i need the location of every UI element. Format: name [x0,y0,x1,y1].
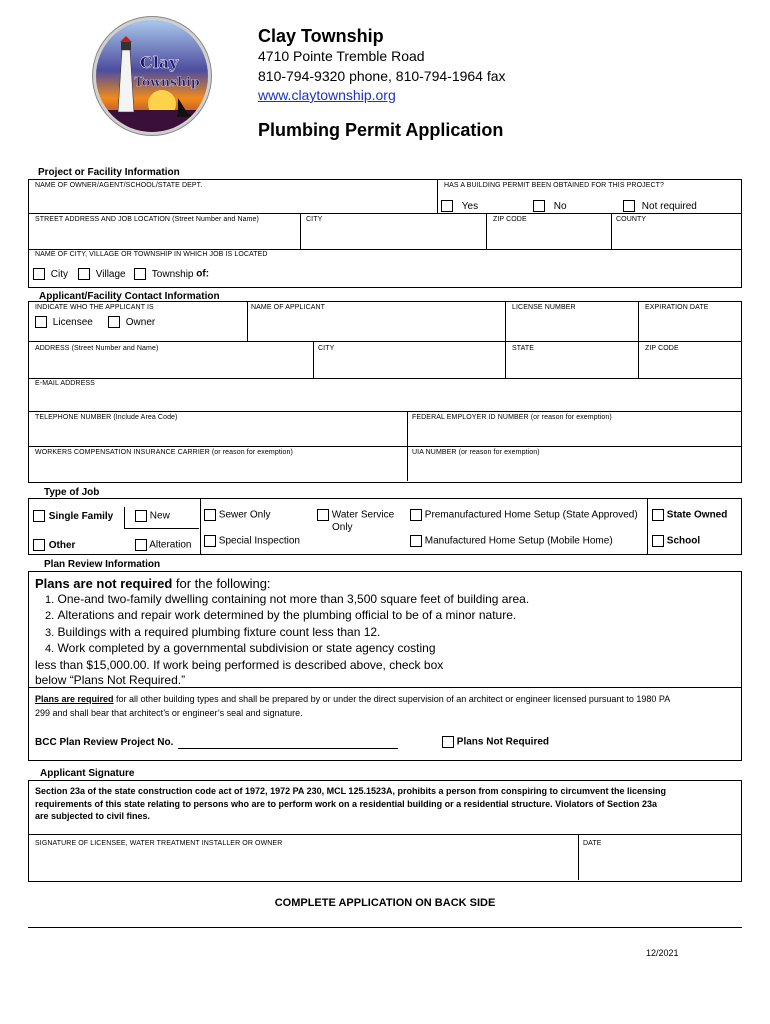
phone-input[interactable] [35,424,403,444]
other-checkbox[interactable] [33,539,45,551]
section-plan-review: Plan Review Information [44,559,161,570]
zip-input[interactable] [493,228,607,246]
permit-no-option[interactable] [533,200,567,212]
plans-continuation-2: below “Plans Not Required.” [35,673,186,687]
email-input[interactable] [35,390,735,409]
footer-divider [28,927,742,928]
village-checkbox[interactable] [78,268,90,280]
manufactured-label: Manufactured Home Setup (Mobile Home) [424,535,613,547]
municipality-label: NAME OF CITY, VILLAGE OR TOWNSHIP IN WHICH JOB IS LOCATED [35,251,268,258]
org-name: Clay Township [258,26,384,46]
uia-input[interactable] [412,460,737,479]
city-label: CITY [306,216,323,223]
date-input[interactable] [583,852,737,876]
divider [28,249,742,250]
divider [300,213,301,249]
street-input[interactable] [35,228,297,246]
water-service-checkbox[interactable] [317,509,329,521]
divider [407,411,408,481]
owner-input[interactable] [35,192,433,210]
divider [200,498,201,555]
other-option[interactable] [33,539,75,551]
plans-not-required-block [35,576,735,689]
other-label: Other [48,539,76,551]
permit-yes-option[interactable] [441,200,478,212]
plans-continuation-1: less than $15,000.00. If work being performed is described above, check box [35,657,444,672]
applicant-zip-label: ZIP CODE [645,345,679,352]
applicant-state-label: STATE [512,345,535,352]
owner-checkbox[interactable] [108,316,120,328]
licensee-option[interactable] [35,316,93,328]
divider [647,498,648,555]
sewer-only-option[interactable] [204,509,270,521]
applicant-zip-input[interactable] [645,356,737,376]
divider [313,341,314,378]
new-option[interactable] [135,510,170,522]
divider [28,378,742,379]
licensee-label: Licensee [52,316,93,328]
alteration-checkbox[interactable] [135,539,147,551]
municipality-city-option[interactable] [33,268,68,280]
applicant-name-label: NAME OF APPLICANT [251,304,326,311]
state-owned-label: State Owned [666,509,728,521]
license-number-input[interactable] [512,316,634,338]
permit-question: HAS A BUILDING PERMIT BEEN OBTAINED FOR THIS PROJECT? [444,182,665,189]
divider [28,213,742,214]
logo-text-clay: Clay [140,53,179,72]
divider [28,446,742,447]
new-label: New [149,510,170,522]
city-option-label: City [50,268,69,280]
applicant-city-label: CITY [318,345,335,352]
divider [486,213,487,249]
fein-input[interactable] [412,424,737,444]
special-inspection-option[interactable] [204,535,300,547]
special-inspection-label: Special Inspection [218,535,300,547]
plans-not-required-option[interactable] [442,736,549,748]
plans-not-required-checkbox[interactable] [442,736,454,748]
back-side-notice: COMPLETE APPLICATION ON BACK SIDE [274,897,496,909]
sewer-only-label: Sewer Only [218,509,271,521]
expiration-label: EXPIRATION DATE [645,304,709,311]
no-checkbox[interactable] [533,200,545,212]
divider [28,687,742,688]
page-title: Plumbing Permit Application [258,120,504,140]
divider [638,301,639,378]
applicant-city-input[interactable] [318,356,501,376]
divider [611,213,612,249]
single-family-option[interactable] [33,510,113,522]
signature-label: SIGNATURE OF LICENSEE, WATER TREATMENT INSTALLER OR OWNER [35,840,283,847]
state-owned-checkbox[interactable] [652,509,664,521]
city-checkbox[interactable] [33,268,45,280]
logo-text-township: Township [134,74,200,89]
not-required-label: Not required [641,200,697,212]
school-option[interactable] [652,535,700,547]
school-label: School [666,535,701,547]
township-option-label: Township [151,268,194,280]
municipality-village-option[interactable] [78,268,126,280]
divider [437,179,438,213]
revision-date: 12/2021 [646,948,679,958]
workers-comp-label: WORKERS COMPENSATION INSURANCE CARRIER (or reason for exemption) [35,449,293,456]
divider [578,834,579,880]
owner-label: NAME OF OWNER/AGENT/SCHOOL/STATE DEPT. [35,182,203,189]
org-address: 4710 Pointe Tremble Road [258,48,425,64]
manufactured-checkbox[interactable] [410,535,422,547]
plans-required-bold: Plans are required [35,694,114,704]
not-required-checkbox[interactable] [623,200,635,212]
alteration-option[interactable] [135,539,191,551]
plans-not-required-heading: Plans are not required [35,576,173,591]
premanufactured-checkbox[interactable] [410,509,422,521]
plans-list-item: 2. Alterations and repair work determined by the plumbing official to be of a minor nature. [45,608,517,622]
section-project: Project or Facility Information [38,167,180,178]
city-input[interactable] [306,228,482,246]
premanufactured-label: Premanufactured Home Setup (State Approved) [424,509,638,521]
applicant-name-input[interactable] [251,316,501,338]
divider [28,341,742,342]
owner-label-text: Owner [125,316,156,328]
water-service-label: Water Service [331,509,395,521]
municipality-name-input[interactable] [218,266,738,282]
plans-list-item: 4. Work completed by a governmental subdivision or state agency costing [45,641,436,655]
indicate-label: INDICATE WHO THE APPLICANT IS [35,304,154,311]
village-option-label: Village [95,268,126,280]
bcc-project-input[interactable] [178,737,398,749]
email-label: E-MAIL ADDRESS [35,380,95,387]
divider [28,834,742,835]
bcc-project-label: BCC Plan Review Project No. [35,737,174,748]
workers-comp-input[interactable] [35,460,403,479]
single-family-checkbox[interactable] [33,510,45,522]
plans-list-item: 3. Buildings with a required plumbing fixture count less than 12. [45,624,381,639]
special-inspection-checkbox[interactable] [204,535,216,547]
phone-label: TELEPHONE NUMBER (Include Area Code) [35,414,178,421]
sewer-only-checkbox[interactable] [204,509,216,521]
plans-required-text: Plans are required for all other building types and shall be prepared by or under the direct supervision of an architect or engineer licensed pursuant to 1980 PA 299 and shall bear that architect’s or engineer’s seal and signature. [35,694,671,718]
school-checkbox[interactable] [652,535,664,547]
no-label: No [553,200,567,212]
water-service-label-2: Only [332,521,353,533]
water-service-option[interactable] [317,509,394,534]
plans-not-required-label: Plans Not Required [456,736,550,748]
municipality-township-option[interactable] [134,268,209,280]
divider [505,301,506,378]
org-phone-fax: 810-794-9320 phone, 810-794-1964 fax [258,68,506,84]
licensee-checkbox[interactable] [35,316,47,328]
township-checkbox[interactable] [134,268,146,280]
of-label: of: [196,268,210,280]
applicant-address-label: ADDRESS (Street Number and Name) [35,345,159,352]
zip-label: ZIP CODE [493,216,527,223]
permit-not-required-option[interactable] [623,200,697,212]
clay-township-logo [96,20,208,132]
section-applicant: Applicant/Facility Contact Information [39,291,220,302]
fein-label: FEDERAL EMPLOYER ID NUMBER (or reason for exemption) [412,414,612,421]
section-23a-notice: Section 23a of the state construction code act of 1972, 1972 PA 230, MCL 125.1523A, prohibits a person from conspiring to circumvent the licensing requirements of this state relating to persons who are to perform work on a residential building or a residential structure. Violators of Section 23a are subjected to civil fines. [35,786,667,821]
yes-label: Yes [461,200,479,212]
state-owned-option[interactable] [652,509,727,521]
applicant-address-input[interactable] [35,356,309,376]
premanufactured-option[interactable] [410,509,638,521]
expiration-input[interactable] [645,316,737,338]
section-signature: Applicant Signature [40,768,135,779]
single-family-label: Single Family [48,510,114,522]
manufactured-option[interactable] [410,535,613,547]
street-label: STREET ADDRESS AND JOB LOCATION (Street Number and Name) [35,216,259,223]
applicant-state-input[interactable] [512,356,634,376]
section-type-of-job: Type of Job [44,487,100,498]
yes-checkbox[interactable] [441,200,453,212]
new-checkbox[interactable] [135,510,147,522]
signature-input[interactable] [35,852,573,876]
owner-option[interactable] [108,316,155,328]
alteration-label: Alteration [149,539,192,551]
divider [247,301,248,341]
plans-list-item: 1. One-and two-family dwelling containing not more than 3,500 square feet of building area. [45,591,530,606]
date-label: DATE [583,840,602,847]
license-number-label: LICENSE NUMBER [512,304,576,311]
divider [28,411,742,412]
uia-label: UIA NUMBER (or reason for exemption) [412,449,540,456]
county-label: COUNTY [616,216,647,223]
county-input[interactable] [616,228,736,246]
plans-not-required-heading-rest: for the following: [172,576,271,591]
org-website-link[interactable]: www.claytownship.org [258,87,396,103]
